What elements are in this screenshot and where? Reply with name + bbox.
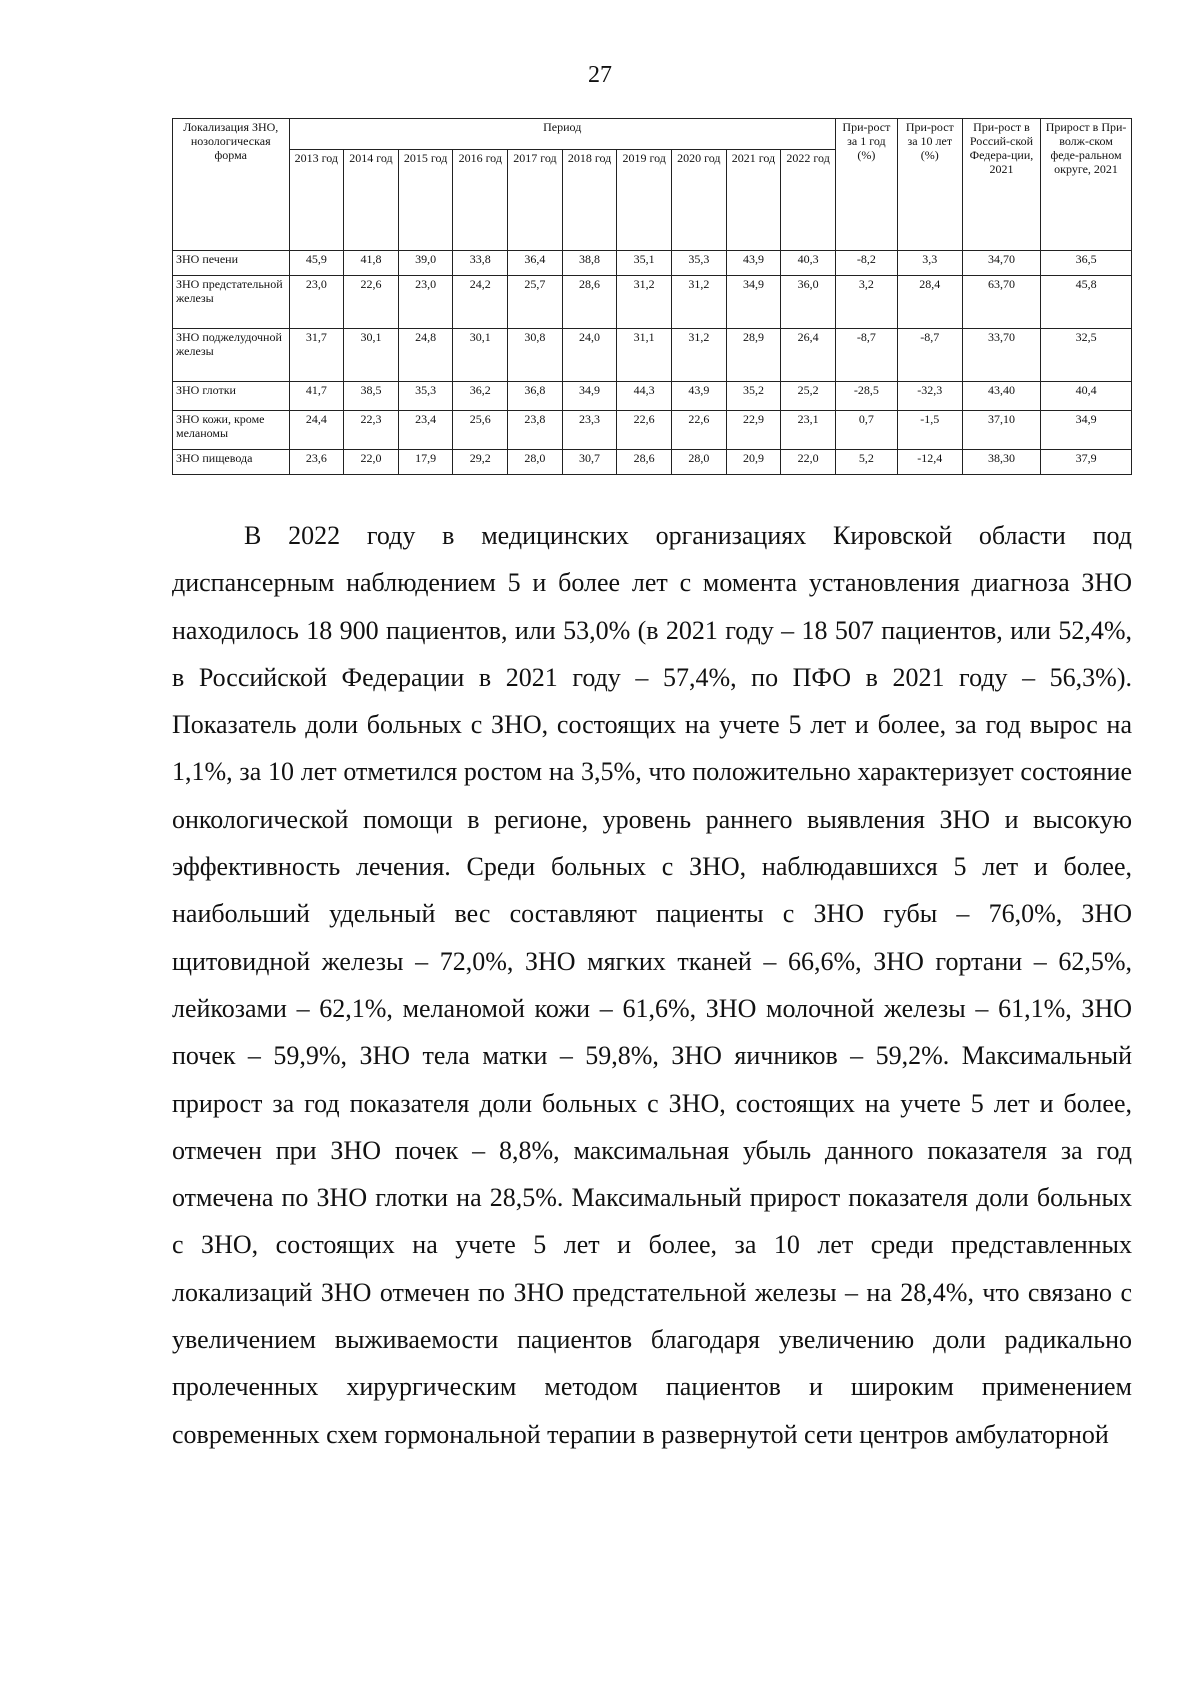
table-cell: 34,9 — [1041, 411, 1132, 450]
header-growth-pfo: Прирост в При-волж-ском феде-ральном округе, 2021 — [1041, 119, 1132, 251]
table-cell: 26,4 — [781, 329, 836, 382]
table-cell: 3,3 — [897, 251, 962, 276]
table-cell: 28,0 — [508, 450, 563, 475]
table-cell: 34,70 — [962, 251, 1040, 276]
header-localization: Локализация ЗНО, нозологическая форма — [173, 119, 290, 251]
table-cell: 23,0 — [398, 276, 453, 329]
table-cell: -8,7 — [897, 329, 962, 382]
table-cell: 3,2 — [835, 276, 897, 329]
table-cell: 43,9 — [672, 382, 727, 411]
table-cell: 35,3 — [672, 251, 727, 276]
table-cell: 28,9 — [726, 329, 781, 382]
table-cell: 24,0 — [562, 329, 617, 382]
table-cell: 40,3 — [781, 251, 836, 276]
row-localization: ЗНО предстательной железы — [173, 276, 290, 329]
table-cell: 23,8 — [508, 411, 563, 450]
body-text — [172, 512, 1132, 1458]
table-cell: -8,2 — [835, 251, 897, 276]
table-row — [173, 411, 1132, 450]
table-cell: 43,9 — [726, 251, 781, 276]
row-localization: ЗНО печени — [173, 251, 290, 276]
table-cell: 22,6 — [617, 411, 672, 450]
table-cell: 23,1 — [781, 411, 836, 450]
table-cell: -12,4 — [897, 450, 962, 475]
table-cell: 31,2 — [617, 276, 672, 329]
table-cell: 38,30 — [962, 450, 1040, 475]
table-row — [173, 329, 1132, 382]
header-year: 2021 год — [726, 150, 781, 251]
header-year: 2017 год — [508, 150, 563, 251]
row-localization: ЗНО поджелудочной железы — [173, 329, 290, 382]
header-growth-1y: При-рост за 1 год (%) — [835, 119, 897, 251]
table-cell: 33,70 — [962, 329, 1040, 382]
table-cell: 28,6 — [562, 276, 617, 329]
header-year: 2018 год — [562, 150, 617, 251]
table-cell: 24,2 — [453, 276, 508, 329]
table-cell: 20,9 — [726, 450, 781, 475]
table-cell: 29,2 — [453, 450, 508, 475]
table-cell: 5,2 — [835, 450, 897, 475]
table-cell: 36,0 — [781, 276, 836, 329]
header-year: 2020 год — [672, 150, 727, 251]
table-cell: 25,7 — [508, 276, 563, 329]
table-cell: 23,6 — [289, 450, 344, 475]
table-cell: 31,2 — [672, 329, 727, 382]
page-number: 27 — [588, 62, 612, 88]
header-growth-10y: При-рост за 10 лет (%) — [897, 119, 962, 251]
table-cell: 30,1 — [344, 329, 399, 382]
table-cell: 40,4 — [1041, 382, 1132, 411]
table-cell: -32,3 — [897, 382, 962, 411]
table-cell: 38,5 — [344, 382, 399, 411]
table-cell: 28,6 — [617, 450, 672, 475]
table-cell: 37,10 — [962, 411, 1040, 450]
table-cell: 41,7 — [289, 382, 344, 411]
table-cell: 28,0 — [672, 450, 727, 475]
table-cell: 41,8 — [344, 251, 399, 276]
table-cell: 24,4 — [289, 411, 344, 450]
table-cell: 63,70 — [962, 276, 1040, 329]
header-year: 2019 год — [617, 150, 672, 251]
table-cell: 36,4 — [508, 251, 563, 276]
table-cell: 28,4 — [897, 276, 962, 329]
table-cell: 38,8 — [562, 251, 617, 276]
header-year: 2016 год — [453, 150, 508, 251]
table-row — [173, 251, 1132, 276]
header-year: 2014 год — [344, 150, 399, 251]
table-cell: 30,8 — [508, 329, 563, 382]
table-cell: 36,5 — [1041, 251, 1132, 276]
header-year: 2022 год — [781, 150, 836, 251]
table-cell: 22,9 — [726, 411, 781, 450]
table-cell: 36,2 — [453, 382, 508, 411]
row-localization: ЗНО пищевода — [173, 450, 290, 475]
header-growth-rf: При-рост в Россий-ской Федера-ции, 2021 — [962, 119, 1040, 251]
row-localization: ЗНО глотки — [173, 382, 290, 411]
table-cell: 23,4 — [398, 411, 453, 450]
header-year: 2015 год — [398, 150, 453, 251]
table-cell: 17,9 — [398, 450, 453, 475]
table-row — [173, 382, 1132, 411]
paragraph: В 2022 году в медицинских организациях Кировской области под диспансерным наблюдением 5 и более лет с момента установления диагноза ЗНО находилось 18 900 пациентов, или 53,0% (в 2021 году – 18 507 пациентов, или 52,4%, в Российской Федерации в 2021 году – 57,4%, по ПФО в 2021 году – 56,3%). Показатель доли больных с ЗНО, состоящих на учете 5 лет и более, за год вырос на 1,1%, за 10 лет отметился ростом на 3,5%, что положительно характеризует состояние онкологической помощи в регионе, уровень раннего выявления ЗНО и высокую эффективность лечения. Среди больных с ЗНО, наблюдавшихся 5 лет и более, наибольший удельный вес составляют пациенты с ЗНО губы – 76,0%, ЗНО щитовидной железы – 72,0%, ЗНО мягких тканей – 66,6%, ЗНО гортани – 62,5%, лейкозами – 62,1%, меланомой кожи – 61,6%, ЗНО молочной железы – 61,1%, ЗНО почек – 59,9%, ЗНО тела матки – 59,8%, ЗНО яичников – 59,2%. Максимальный прирост за год показателя доли больных с ЗНО, состоящих на учете 5 лет и более, отмечен при ЗНО почек – 8,8%, максимальная убыль данного показателя за год отмечена по ЗНО глотки на 28,5%. Максимальный прирост показателя доли больных с ЗНО, состоящих на учете 5 лет и более, за 10 лет среди представленных локализаций ЗНО отмечен по ЗНО предстательной железы – на 28,4%, что связано с увеличением выживаемости пациентов благодаря увеличению доли радикально пролеченных хирургическим методом пациентов и широким применением современных схем гормональной терапии в развернутой сети центров амбулаторной — [172, 521, 1132, 1449]
table-cell: 36,8 — [508, 382, 563, 411]
table-row — [173, 450, 1132, 475]
header-period: Период — [289, 119, 835, 150]
table-cell: 22,3 — [344, 411, 399, 450]
table-cell: 39,0 — [398, 251, 453, 276]
table-cell: 31,7 — [289, 329, 344, 382]
table-cell: 31,1 — [617, 329, 672, 382]
table-cell: 34,9 — [726, 276, 781, 329]
table-cell: 35,3 — [398, 382, 453, 411]
table-row — [173, 276, 1132, 329]
table-cell: 35,1 — [617, 251, 672, 276]
table-cell: 43,40 — [962, 382, 1040, 411]
table-cell: 37,9 — [1041, 450, 1132, 475]
table-cell: 22,6 — [672, 411, 727, 450]
table-cell: 32,5 — [1041, 329, 1132, 382]
table-cell: 23,0 — [289, 276, 344, 329]
table-cell: 45,8 — [1041, 276, 1132, 329]
header-year: 2013 год — [289, 150, 344, 251]
table-cell: -28,5 — [835, 382, 897, 411]
table-cell: 30,1 — [453, 329, 508, 382]
row-localization: ЗНО кожи, кроме меланомы — [173, 411, 290, 450]
table-cell: 35,2 — [726, 382, 781, 411]
table-cell: 0,7 — [835, 411, 897, 450]
table-cell: 25,6 — [453, 411, 508, 450]
table-cell: 34,9 — [562, 382, 617, 411]
table-cell: -8,7 — [835, 329, 897, 382]
table-cell: 45,9 — [289, 251, 344, 276]
table-cell: 22,0 — [344, 450, 399, 475]
table-cell: 33,8 — [453, 251, 508, 276]
table-cell: 44,3 — [617, 382, 672, 411]
table-cell: 31,2 — [672, 276, 727, 329]
table-cell: 24,8 — [398, 329, 453, 382]
table-cell: 23,3 — [562, 411, 617, 450]
table-cell: 25,2 — [781, 382, 836, 411]
table-cell: 22,6 — [344, 276, 399, 329]
table-cell: 22,0 — [781, 450, 836, 475]
survival-table — [172, 118, 1132, 475]
table-cell: -1,5 — [897, 411, 962, 450]
table-cell: 30,7 — [562, 450, 617, 475]
